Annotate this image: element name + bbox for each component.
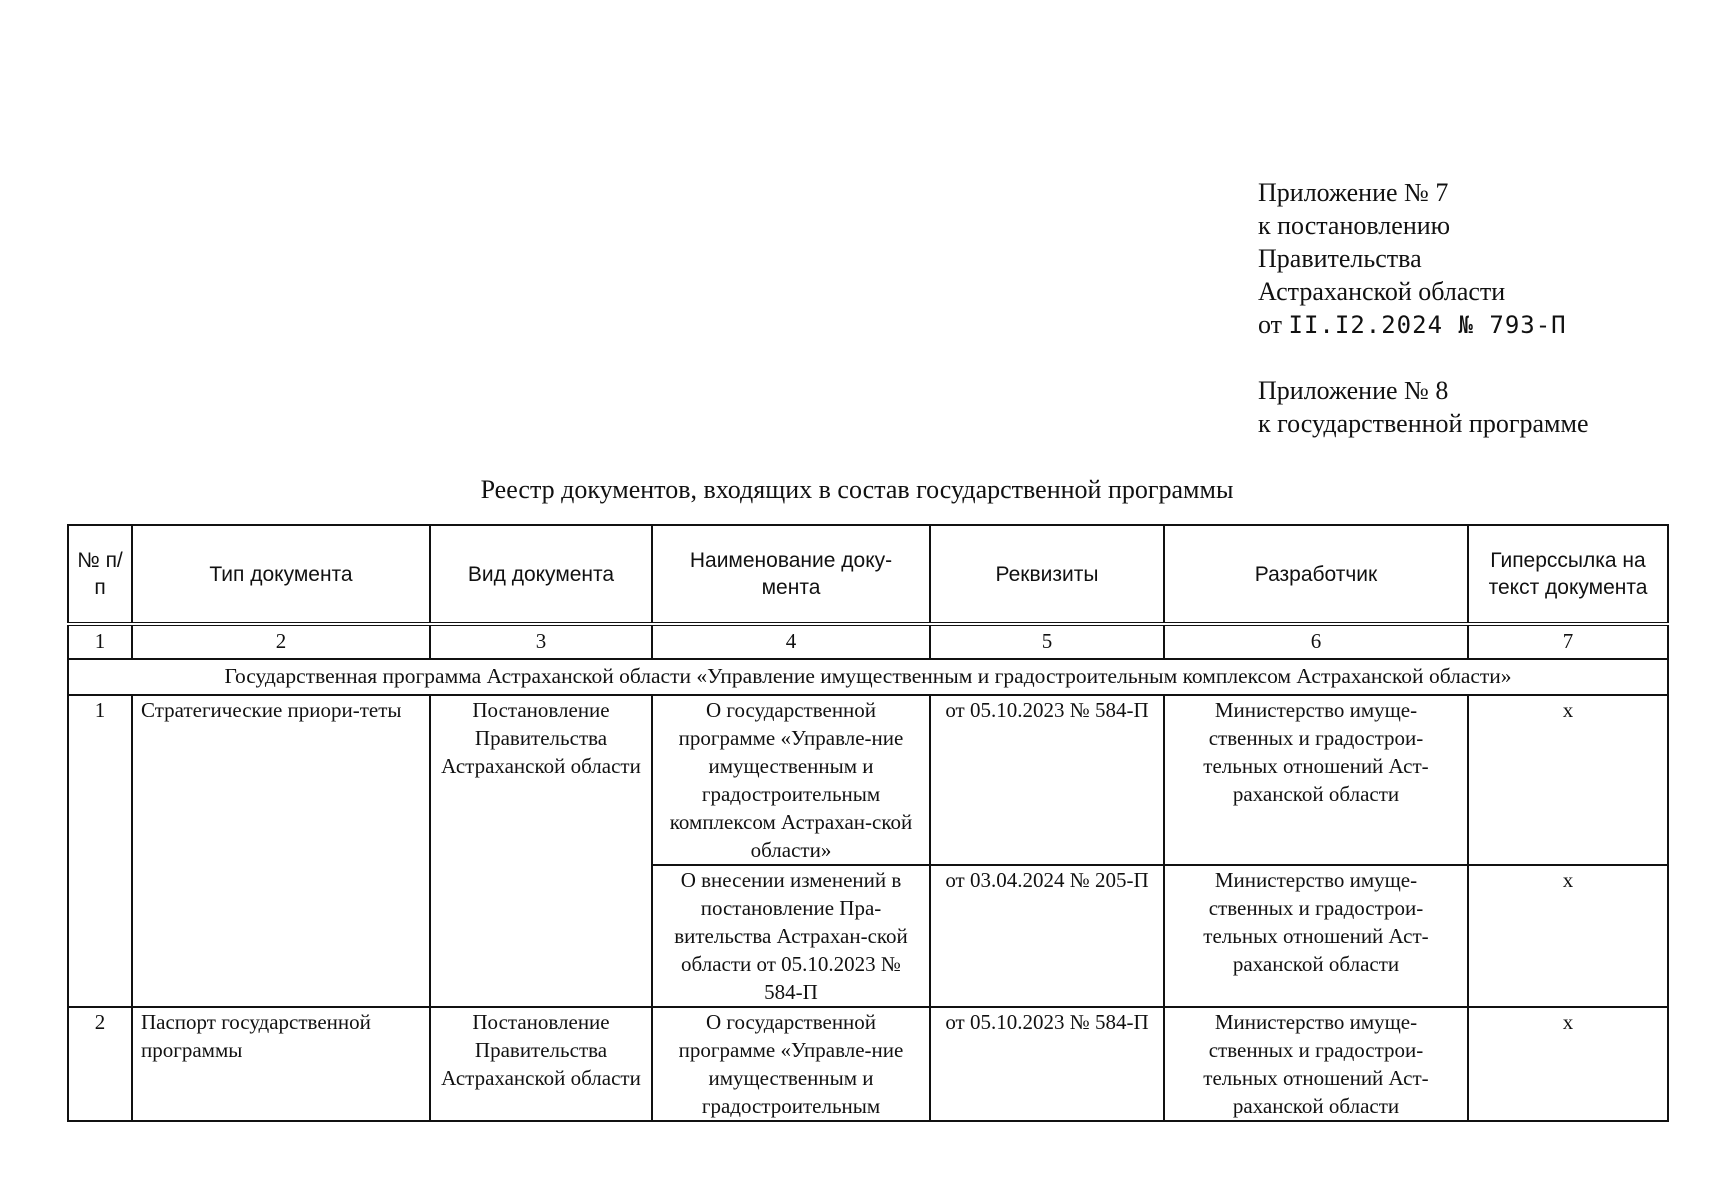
table-row bbox=[68, 1007, 1668, 1121]
column-number: 3 bbox=[430, 624, 652, 659]
document-title-text: Реестр документов, входящих в состав государственной программы bbox=[480, 475, 1234, 504]
annex-program-header bbox=[1258, 374, 1589, 440]
row-doc-name: О государственной программе «Управле-ние имущественным и градостроительным комплексом Астрахан-ской области» bbox=[652, 695, 930, 865]
header-doc-type: Тип документа bbox=[132, 525, 430, 624]
registry-table bbox=[67, 524, 1669, 1122]
annex-decree-number: II.I2.2024 № 793-П bbox=[1288, 311, 1567, 339]
row-requisites: от 05.10.2023 № 584-П bbox=[930, 695, 1164, 865]
table-row bbox=[68, 695, 1668, 865]
header-requisites: Реквизиты bbox=[930, 525, 1164, 624]
annex-date-line bbox=[1258, 308, 1567, 342]
column-number: 4 bbox=[652, 624, 930, 659]
annex-line-2: к постановлению bbox=[1258, 211, 1451, 240]
document-title bbox=[0, 474, 1714, 506]
row-number: 2 bbox=[68, 1007, 132, 1121]
row-developer: Министерство имуще-ственных и градострои-тельных отношений Аст-раханской области bbox=[1164, 1007, 1468, 1121]
row-hyperlink: х bbox=[1468, 865, 1668, 1007]
row-doc-kind: Постановление Правительства Астраханской области bbox=[430, 695, 652, 1007]
header-doc-name: Наименование доку-мента bbox=[652, 525, 930, 624]
row-developer: Министерство имуще-ственных и градострои-тельных отношений Аст-раханской области bbox=[1164, 865, 1468, 1007]
section-title: Государственная программа Астраханской области «Управление имущественным и градостроительным комплексом Астраханской области» bbox=[68, 659, 1668, 695]
row-requisites: от 05.10.2023 № 584-П bbox=[930, 1007, 1164, 1121]
annex2-line-2: к государственной программе bbox=[1258, 409, 1589, 438]
annex-date-prefix: от bbox=[1258, 310, 1283, 339]
row-number: 1 bbox=[68, 695, 132, 1007]
header-developer: Разработчик bbox=[1164, 525, 1468, 624]
row-hyperlink: х bbox=[1468, 695, 1668, 865]
annex-header bbox=[1258, 176, 1567, 342]
row-doc-type: Стратегические приори-теты bbox=[132, 695, 430, 1007]
column-number: 1 bbox=[68, 624, 132, 659]
column-number: 2 bbox=[132, 624, 430, 659]
header-doc-kind: Вид документа bbox=[430, 525, 652, 624]
column-number: 6 bbox=[1164, 624, 1468, 659]
annex-line-1: Приложение № 7 bbox=[1258, 178, 1449, 207]
column-number-row bbox=[68, 624, 1668, 659]
annex2-line-1: Приложение № 8 bbox=[1258, 376, 1449, 405]
column-number: 7 bbox=[1468, 624, 1668, 659]
row-doc-name: О государственной программе «Управле-ние имущественным и градостроительным bbox=[652, 1007, 930, 1121]
row-doc-type: Паспорт государственной программы bbox=[132, 1007, 430, 1121]
annex-line-4: Астраханской области bbox=[1258, 277, 1506, 306]
section-row bbox=[68, 659, 1668, 695]
row-requisites: от 03.04.2024 № 205-П bbox=[930, 865, 1164, 1007]
column-number: 5 bbox=[930, 624, 1164, 659]
row-hyperlink: х bbox=[1468, 1007, 1668, 1121]
table-header-row bbox=[68, 525, 1668, 624]
row-doc-kind: Постановление Правительства Астраханской области bbox=[430, 1007, 652, 1121]
header-number: № п/п bbox=[68, 525, 132, 624]
row-doc-name: О внесении изменений в постановление Пра-вительства Астрахан-ской области от 05.10.2023 № 584-П bbox=[652, 865, 930, 1007]
row-developer: Министерство имуще-ственных и градострои-тельных отношений Аст-раханской области bbox=[1164, 695, 1468, 865]
annex-line-3: Правительства bbox=[1258, 244, 1422, 273]
header-hyperlink: Гиперссылка на текст документа bbox=[1468, 525, 1668, 624]
